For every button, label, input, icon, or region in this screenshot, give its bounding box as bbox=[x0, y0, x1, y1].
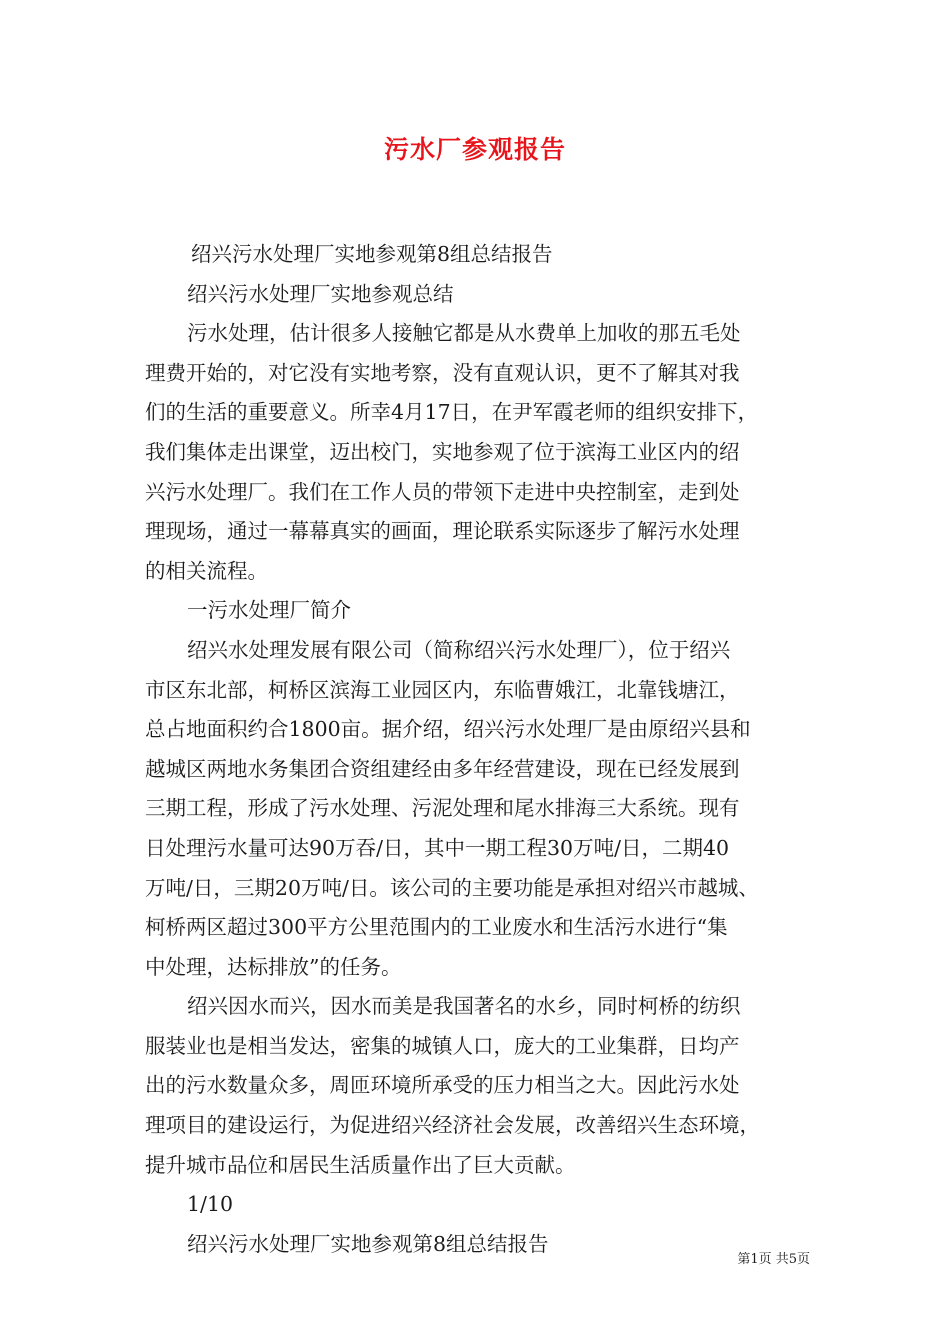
body-line: 三期工程，形成了污水处理、污泥处理和尾水排海三大系统。现有 bbox=[145, 796, 740, 821]
body-line: 理费开始的，对它没有实地考察，没有直观认识，更不了解其对我 bbox=[145, 360, 740, 385]
body-line: 兴污水处理厂。我们在工作人员的带领下走进中央控制室，走到处 bbox=[145, 479, 740, 504]
body-line: 服装业也是相当发达，密集的城镇人口，庞大的工业集群，日均产 bbox=[145, 1033, 740, 1058]
document-title: 污水厂参观报告 bbox=[383, 135, 566, 164]
body-line: 出的污水数量众多，周匝环境所承受的压力相当之大。因此污水处 bbox=[145, 1073, 740, 1098]
body-line: 中处理，达标排放”的任务。 bbox=[145, 954, 402, 979]
body-line: 万吨/日，三期20万吨/日。该公司的主要功能是承担对绍兴市越城、 bbox=[145, 875, 759, 900]
body-line: 绍兴污水处理厂实地参观第8组总结报告 bbox=[191, 242, 553, 266]
body-line: 绍兴污水处理厂实地参观第8组总结报告 bbox=[187, 1231, 549, 1256]
body-line: 总占地面积约合1800亩。据介绍，绍兴污水处理厂是由原绍兴县和 bbox=[145, 717, 751, 742]
document-body bbox=[145, 235, 810, 1264]
body-line: 绍兴水处理发展有限公司（简称绍兴污水处理厂），位于绍兴 bbox=[187, 637, 731, 662]
body-line: 日处理污水量可达90万吞/日，其中一期工程30万吨/日，二期40 bbox=[145, 835, 730, 860]
body-line: 绍兴污水处理厂实地参观总结 bbox=[187, 281, 454, 306]
body-line: 提升城市品位和居民生活质量作出了巨大贡献。 bbox=[145, 1152, 576, 1177]
body-line: 我们集体走出课堂，迈出校门，实地参观了位于滨海工业区内的绍 bbox=[145, 439, 740, 464]
body-line: 绍兴因水而兴，因水而美是我国著名的水乡，同时柯桥的纺织 bbox=[187, 994, 741, 1019]
body-line: 柯桥两区超过300平方公里范围内的工业废水和生活污水进行“集 bbox=[145, 915, 728, 940]
body-line: 理项目的建设运行，为促进绍兴经济社会发展，改善绍兴生态环境， bbox=[145, 1113, 760, 1138]
section-heading: 一污水处理厂简介 bbox=[187, 598, 351, 623]
page-number-footer: 第1页 共5页 bbox=[737, 1252, 810, 1267]
body-line: 污水处理，估计很多人接触它都是从水费单上加收的那五毛处 bbox=[187, 321, 741, 346]
body-line: 越城区两地水务集团合资组建经由多年经营建设，现在已经发展到 bbox=[145, 756, 740, 781]
body-line: 们的生活的重要意义。所幸4月17日，在尹军霞老师的组织安排下， bbox=[145, 400, 759, 425]
body-line: 的相关流程。 bbox=[145, 558, 268, 583]
body-line: 理现场，通过一幕幕真实的画面，理论联系实际逐步了解污水处理 bbox=[145, 519, 740, 544]
page-marker: 1/10 bbox=[187, 1192, 234, 1217]
body-line: 市区东北部，柯桥区滨海工业园区内，东临曹娥江，北靠钱塘江， bbox=[145, 677, 740, 702]
